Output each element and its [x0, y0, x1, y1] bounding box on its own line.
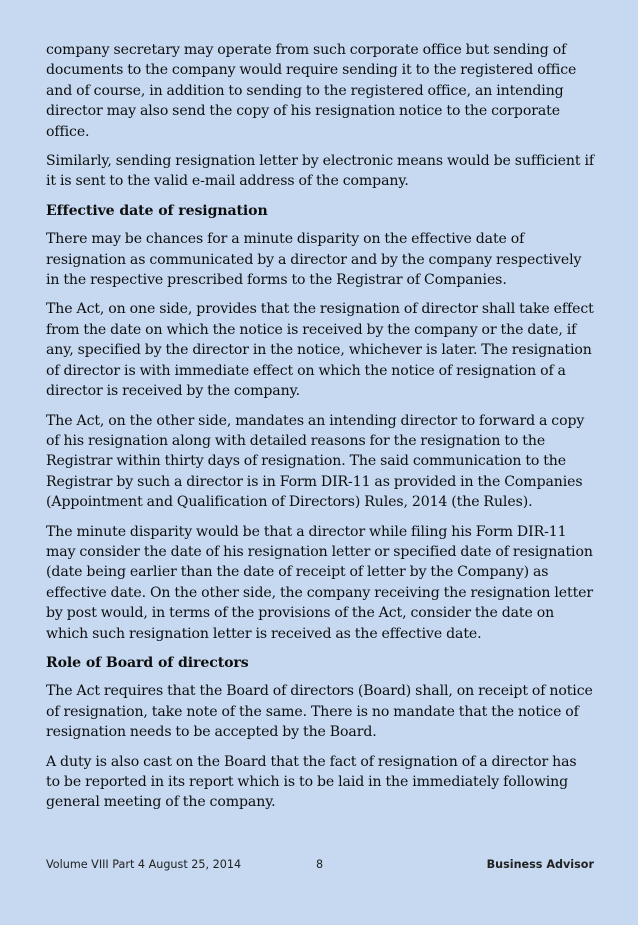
paragraph-minute-disparity-intro: There may be chances for a minute disparity on the effective date of resignation as communicated by a director and by the company respectively in the respective prescribed forms to the Registrar of Companies.: [46, 231, 582, 289]
page-footer: [46, 858, 594, 874]
document-body: [46, 40, 594, 822]
footer-page-number: 8: [316, 858, 324, 871]
paragraph-act-one-side: The Act, on one side, provides that the resignation of director shall take effect from the date on which the notice is received by the company or the date, if any, specified by the director in the notice, whichever is later. The resignation of director is with immediate effect on which the notice of resignation of a director is received by the company.: [46, 301, 594, 400]
paragraph-minute-disparity-detail: The minute disparity would be that a director while filing his Form DIR-11 may consider the date of his resignation letter or specified date of resignation (date being earlier than the date of receipt of letter by the Company) as effective date. On the other side, the company receiving the resignation letter by post would, in terms of the provisions of the Act, consider the date on which such resignation letter is received as the effective date.: [46, 523, 594, 642]
paragraph-board-duty: A duty is also cast on the Board that the fact of resignation of a director has to be reported in its report which is to be laid in the immediately following general meeting of the company.: [46, 753, 577, 811]
paragraph-act-other-side: The Act, on the other side, mandates an intending director to forward a copy of his resignation along with detailed reasons for the resignation to the Registrar within thirty days of resignation. The said communication to the Registrar by such a director is in Form DIR-11 as provided in the Companies (Appointment and Qualification of Directors) Rules, 2014 (the Rules).: [46, 412, 585, 511]
heading-role-of-board: Role of Board of directors: [46, 654, 249, 671]
paragraph-board-take-note: The Act requires that the Board of directors (Board) shall, on receipt of notice of resignation, take note of the same. There is no mandate that the notice of resignation needs to be accepted by the Board.: [46, 683, 593, 741]
heading-effective-date: Effective date of resignation: [46, 202, 268, 219]
footer-volume: Volume VIII Part 4 August 25, 2014: [46, 858, 242, 871]
paragraph-corporate-office: company secretary may operate from such corporate office but sending of documents to the company would require sending it to the registered office and of course, in addition to sending to the registered office, an intending director may also send the copy of his resignation notice to the corporate office.: [46, 42, 577, 140]
paragraph-electronic-means: Similarly, sending resignation letter by electronic means would be sufficient if it is sent to the valid e-mail address of the company.: [46, 153, 594, 190]
footer-publication: Business Advisor: [486, 858, 594, 871]
